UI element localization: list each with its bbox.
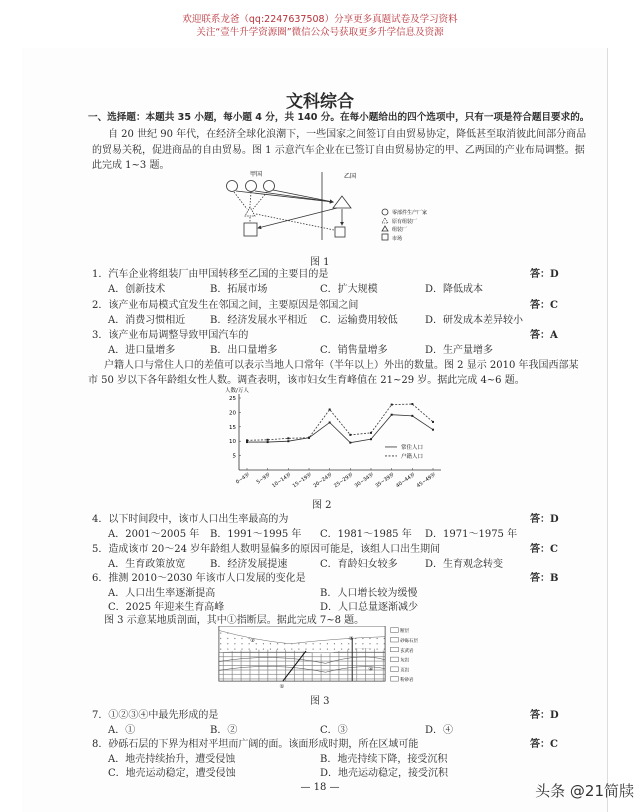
y-tick-label: 25 <box>229 396 236 402</box>
y-tick-label: 15 <box>229 424 236 431</box>
data-point <box>287 437 289 439</box>
series-line-0 <box>247 415 433 443</box>
x-tick-label: 15~19岁 <box>291 471 314 490</box>
legend-swatch <box>390 677 398 681</box>
section-header: 一、选择题：本题共 35 小题，每小题 4 分，共 140 分。在每小题给出的四个选项中，只有一项是符合题目要求的。 <box>88 112 590 123</box>
figure-2-caption: 图 2 <box>312 500 332 511</box>
answer-option: A．人口出生率逐渐提高 <box>108 588 216 599</box>
data-point <box>391 404 393 406</box>
x-tick-label: 20~24岁 <box>312 471 334 490</box>
x-tick-label: 40~44岁 <box>395 471 417 490</box>
answer-option: A．消费习惯相近 <box>108 315 186 326</box>
legend-label: 粉砂岩 <box>400 678 414 684</box>
answer-option: D．降低成本 <box>425 284 484 295</box>
question-text: 2．该产业布局模式宜发生在邻国之间，主要原因是邻国之间 <box>92 300 359 311</box>
data-point <box>329 421 331 423</box>
intro-line: 此完成 1~3 题。 <box>92 160 170 171</box>
data-point <box>308 437 310 439</box>
question-text: 7．①②③④中最先形成的是 <box>92 710 219 721</box>
answer-option: A．① <box>108 725 136 736</box>
data-point <box>391 414 393 416</box>
page-number: — 18 — <box>300 782 340 793</box>
answer-option: D．生育观念转变 <box>425 559 504 570</box>
figure-1-diagram <box>220 168 460 250</box>
mark-1: ① <box>279 684 285 690</box>
mark-3: ③ <box>348 636 354 643</box>
answer-option: C．地壳运动稳定，遭受侵蚀 <box>108 768 236 779</box>
answer: 答：D <box>530 710 559 721</box>
legend-swatch <box>390 657 398 661</box>
y-axis-label: 人数/万人 <box>225 388 249 394</box>
x-tick-label: 5~9岁 <box>255 471 272 486</box>
answer-option: C．1981～1985 年 <box>320 529 412 540</box>
data-point <box>370 438 372 440</box>
answer-option: C．运输费用较低 <box>320 315 398 326</box>
answer-option: C．③ <box>320 725 348 736</box>
x-tick-label: 0~4岁 <box>234 471 252 486</box>
legend-label: 砂砾石层 <box>400 639 418 644</box>
answer-option: B．地壳持续下降，接受沉积 <box>320 754 448 765</box>
answer-option: B．1991～1995 年 <box>210 529 302 540</box>
figure-3-geologic-section <box>205 626 455 690</box>
intro-line: 的贸易关税，促进商品的自由贸易。图 1 示意汽车企业在已签订自由贸易协定的甲、乙两国的产业布局调整。据 <box>92 145 585 156</box>
legend-market: 市场 <box>392 236 403 242</box>
data-point <box>287 440 289 442</box>
question-text: 6．推测 2010～2030 年该市人口发展的变化是 <box>92 573 306 584</box>
legend-parts-factory: 零部件生产厂家 <box>392 210 428 216</box>
data-point <box>246 439 248 441</box>
legend-label: 户籍人口 <box>401 453 424 460</box>
legend-swatch <box>390 667 398 671</box>
watermark-line-1: 欢迎联系龙爸（qq:2247637508）分享更多真题试卷及学习资料 <box>182 14 458 25</box>
answer-option: B．② <box>210 725 238 736</box>
legend-assembly: 组装厂 <box>392 227 408 233</box>
data-point <box>267 439 269 441</box>
corner-watermark: 头条 @21简牍 <box>535 782 634 800</box>
figure-3-caption: 图 3 <box>310 696 330 707</box>
answer: 答：C <box>530 739 558 750</box>
answer-option: C．育龄妇女较多 <box>320 559 398 570</box>
answer-option: D．研发成本差异较小 <box>425 315 524 326</box>
watermark-line-2: 关注“壹牛升学资源圈”微信公众号获取更多升学信息及资源 <box>196 27 444 38</box>
data-point <box>349 442 351 444</box>
figure-1-caption: 图 1 <box>310 257 330 268</box>
x-tick-label: 30~34岁 <box>353 471 376 490</box>
data-point <box>432 429 434 431</box>
answer-option: B．经济发展水平相近 <box>210 315 308 326</box>
question-text: 8．砂砾石层的下界为相对平坦而广阔的面。该面形成时期，所在区域可能 <box>92 739 419 750</box>
legend-swatch <box>390 638 398 642</box>
answer-option: B．拓展市场 <box>210 284 268 295</box>
data-point <box>246 441 248 443</box>
mark-2: ② <box>250 638 255 644</box>
answer: 答：C <box>530 300 558 311</box>
answer-option: A．生育政策放宽 <box>108 559 186 570</box>
intro-line: 自 20 世纪 90 年代，在经济全球化浪潮下，一些国家之间签订自由贸易协定，降低甚至取消彼此间部分商品 <box>108 129 587 140</box>
answer: 答：D <box>530 514 559 525</box>
legend-old-assembly: 原有组装厂 <box>392 219 418 225</box>
answer-option: C．2025 年迎来生育高峰 <box>108 602 225 613</box>
legend-label: 页岩 <box>400 668 410 674</box>
question-text: 5．造成该市 20～24 岁年龄组人数明显偏多的原因可能是，该组人口出生期间 <box>92 544 441 555</box>
data-point <box>349 434 351 436</box>
question-text: 4．以下时间段中，该市人口出生率最高的为 <box>92 514 289 525</box>
answer-option: D．生产量增多 <box>425 345 494 356</box>
intro-line: 市 50 岁以下各年龄组女性人数。调查表明，该市妇女生育峰值在 21~29 岁。据此完成 4~6 题。 <box>88 375 525 386</box>
answer-option: D．地壳运动稳定，接受沉积 <box>320 768 449 779</box>
data-point <box>370 432 372 434</box>
figure-2-chart <box>205 386 445 496</box>
answer-option: B．人口增长较为缓慢 <box>320 588 418 599</box>
data-point <box>432 421 434 423</box>
legend-label: 玄武岩 <box>400 648 414 654</box>
y-tick-label: 5 <box>232 453 236 460</box>
legend-label: 常住人口 <box>401 444 424 451</box>
data-point <box>329 409 331 411</box>
answer-option: C．销售量增多 <box>320 345 388 356</box>
answer: 答：C <box>530 544 558 555</box>
answer: 答：B <box>530 573 559 584</box>
y-tick-label: 20 <box>229 410 236 417</box>
answer-option: C．扩大规模 <box>320 284 378 295</box>
data-point <box>411 403 413 405</box>
answer-option: A．2001～2005 年 <box>108 529 200 540</box>
question-text: 3．该产业布局调整导致甲国汽车的 <box>92 330 249 341</box>
mark-4: ④ <box>368 666 374 673</box>
question-text: 1．汽车企业将组装厂由甲国转移至乙国的主要目的是 <box>92 269 329 280</box>
label-country-a: 甲国 <box>250 171 263 178</box>
intro-line: 户籍人口与常住人口的差值可以表示当地人口常年（半年以上）外出的数量。图 2 显示 2010 年我国西部某 <box>104 360 579 371</box>
answer-option: B．出口量增多 <box>210 345 278 356</box>
answer-option: B．经济发展提速 <box>210 559 288 570</box>
legend-label: 断层 <box>400 629 410 635</box>
legend-swatch <box>390 628 398 632</box>
answer-option: D．④ <box>425 725 454 736</box>
answer-option: D．1971～1975 年 <box>425 529 518 540</box>
answer-option: A．进口量增多 <box>108 345 176 356</box>
x-tick-label: 25~29岁 <box>333 471 355 490</box>
answer: 答：D <box>530 269 559 280</box>
legend-label: 灰岩 <box>400 658 410 664</box>
x-tick-label: 10~14岁 <box>271 471 293 490</box>
data-point <box>267 441 269 443</box>
data-point <box>411 415 413 417</box>
legend-swatch <box>390 647 398 651</box>
page-title: 文科综合 <box>286 92 354 112</box>
answer-option: A．创新技术 <box>108 284 166 295</box>
y-tick-label: 10 <box>229 439 236 446</box>
series-line-1 <box>247 404 433 440</box>
x-tick-label: 35~39岁 <box>374 471 396 490</box>
answer-option: A．地壳持续抬升，遭受侵蚀 <box>108 754 236 765</box>
answer: 答：A <box>530 330 558 341</box>
answer-option: D．人口总量逐渐减少 <box>320 602 419 613</box>
intro-line: 图 3 示意某地质剖面，其中①指断层。据此完成 7~8 题。 <box>104 615 365 626</box>
label-country-b: 乙国 <box>344 173 357 180</box>
x-tick-label: 45~49岁 <box>415 471 438 490</box>
